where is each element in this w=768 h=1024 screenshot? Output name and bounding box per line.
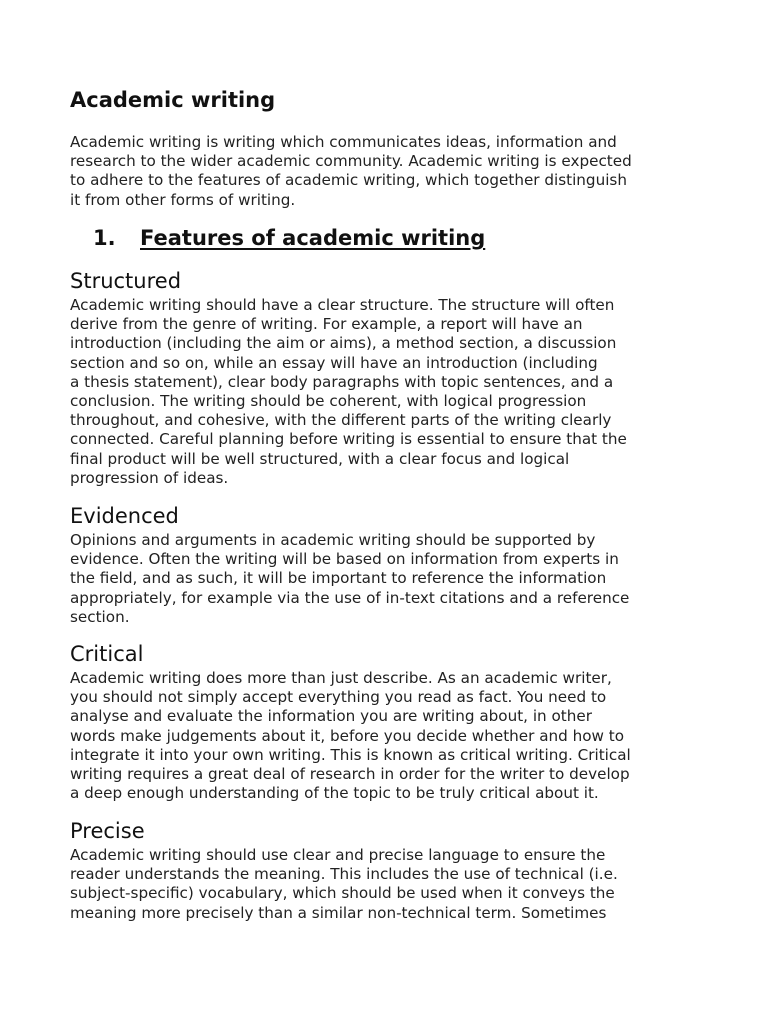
paragraph-line: derive from the genre of writing. For example, a report will have an: [70, 315, 583, 334]
paragraph-line: reader understands the meaning. This includes the use of technical (i.e.: [70, 865, 618, 884]
paragraph-line: introduction (including the aim or aims), a method section, a discussion: [70, 334, 617, 353]
paragraph-line: the field, and as such, it will be important to reference the information: [70, 569, 607, 588]
section-title: Features of academic writing: [140, 226, 486, 250]
feature-paragraph: [70, 531, 629, 627]
paragraph-line: meaning more precisely than a similar non-technical term. Sometimes: [70, 903, 607, 922]
section-heading: [93, 226, 485, 250]
intro-line: research to the wider academic community. Academic writing is expected: [70, 152, 632, 171]
feature-heading: Precise: [70, 819, 145, 843]
feature-structured: [70, 269, 627, 488]
paragraph-line: Academic writing should use clear and precise language to ensure the: [70, 846, 606, 864]
paragraph-line: analyse and evaluate the information you are writing about, in other: [70, 707, 592, 726]
feature-heading: Critical: [70, 642, 144, 666]
intro-line: it from other forms of writing.: [70, 190, 296, 209]
document-title: Academic writing: [70, 88, 276, 112]
section-number: 1.: [93, 226, 116, 250]
paragraph-line: section.: [70, 607, 130, 626]
paragraph-line: Academic writing should have a clear structure. The structure will often: [70, 296, 615, 314]
paragraph-line: integrate it into your own writing. This is known as critical writing. Critical: [70, 745, 631, 764]
intro-line: Academic writing is writing which communicates ideas, information and: [70, 133, 617, 151]
feature-heading: Evidenced: [70, 504, 179, 528]
paragraph-line: section and so on, while an essay will have an introduction (including: [70, 353, 598, 372]
feature-paragraph: [70, 669, 631, 803]
paragraph-line: Academic writing does more than just describe. As an academic writer,: [70, 669, 612, 687]
paragraph-line: Opinions and arguments in academic writing should be supported by: [70, 531, 596, 549]
feature-evidenced: [70, 504, 629, 627]
paragraph-line: final product will be well structured, with a clear focus and logical: [70, 449, 570, 468]
paragraph-line: throughout, and cohesive, with the different parts of the writing clearly: [70, 411, 612, 430]
paragraph-line: a deep enough understanding of the topic to be truly critical about it.: [70, 784, 599, 803]
paragraph-line: connected. Careful planning before writing is essential to ensure that the: [70, 430, 627, 449]
feature-paragraph: [70, 296, 627, 488]
paragraph-line: subject-specific) vocabulary, which should be used when it conveys the: [70, 884, 615, 903]
feature-critical: [70, 642, 631, 803]
feature-heading: Structured: [70, 269, 182, 293]
paragraph-line: you should not simply accept everything you read as fact. You need to: [70, 688, 607, 707]
paragraph-line: words make judgements about it, before you decide whether and how to: [70, 726, 625, 745]
feature-precise: [70, 819, 618, 923]
paragraph-line: evidence. Often the writing will be based on information from experts in: [70, 550, 619, 569]
paragraph-line: conclusion. The writing should be coherent, with logical progression: [70, 392, 587, 411]
intro-line: to adhere to the features of academic writing, which together distinguish: [70, 171, 627, 190]
feature-paragraph: [70, 846, 618, 923]
paragraph-line: progression of ideas.: [70, 468, 229, 487]
intro-paragraph: [70, 133, 632, 210]
paragraph-line: appropriately, for example via the use of in-text citations and a reference: [70, 588, 630, 607]
paragraph-line: writing requires a great deal of research in order for the writer to develop: [70, 765, 630, 784]
paragraph-line: a thesis statement), clear body paragraphs with topic sentences, and a: [70, 372, 614, 391]
